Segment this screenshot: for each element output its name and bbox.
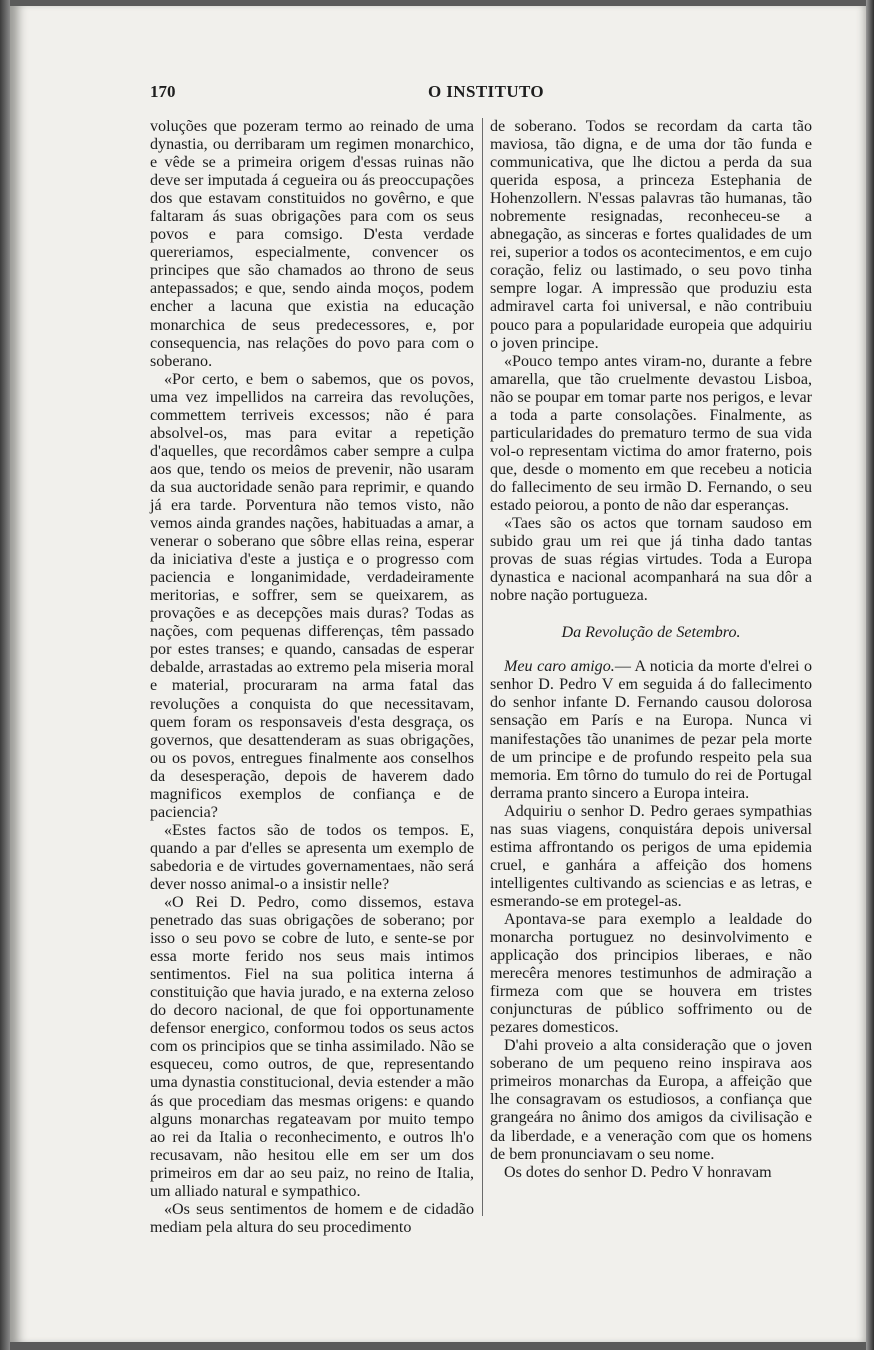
page-number: 170 [150,82,176,101]
section-heading: Da Revolução de Setembro. [561,624,741,642]
right-column [490,118,812,1182]
running-title: O INSTITUTO [428,82,545,101]
paragraph: Os dotes do senhor D. Pedro V honravam [504,1163,772,1181]
paragraph: voluções que pozeram termo ao reinado de uma dynastia, ou derribaram um regimen monarchico, e vêde se a primeira origem d'essas ruinas não deve ser imputada á cegueira ou ás preoccupações dos que estavam constituidos no govêrno, e que faltaram ás suas obrigações para com os seus povos e para comsigo. D'esta verdade quereriamos, especialmente, convencer os principes que são chamados ao throno de seus antepassados; e que, sendo ainda moços, podem encher a lacuna que existia na educação monarchica de seus predecessores, e, por consequencia, nas relações do povo para com o soberano. [150,118,474,370]
paragraph: «O Rei D. Pedro, como dissemos, estava penetrado das suas obrigações de soberano; por isso o seu povo se cobre de luto, e sente-se por essa morte ferido nos seus mais intimos sentimentos. Fiel na sua politica interna á constituição que havia jurado, e na externa zeloso do decoro nacional, de que foi opportunamente defensor energico, conformou todos os seus actos com os principios que se tinha assimilado. Não se esqueceu, como outros, de que, representando uma dynastia constitucional, devia estender a mão ás que procediam das mesmas origens: e quando alguns monarchas regateavam por muito tempo ao rei da Italia o reconhecimento, e outros lh'o recusavam, não hesitou elle em ser um dos primeiros em dar ao seu paiz, no reino de Italia, um alliado natural e sympathico. [150,894,474,1200]
book-spine-shadow [0,0,10,1350]
paragraph: Apontava-se para exemplo a lealdade do monarcha portuguez no desinvolvimento e applicação dos principios liberaes, e não merecêra menores testimunhos de admiração a firmeza com que se houvera em tristes conjuncturas de público soffrimento ou de pezares domesticos. [490,910,812,1037]
paragraph-text: — A noticia da morte d'elrei o senhor D. Pedro V em seguida á do fallecimento do senhor infante D. Fernando causou dolorosa sensação em París e na Europa. Nunca vi manifestações tão unanimes de pezar pela morte de um principe e de profundo respeito pela sua memoria. Em tôrno do tumulo do rei de Portugal derrama pranto sincero a Europa inteira. [490,658,812,802]
paragraph [490,658,812,802]
paragraph: «Por certo, e bem o sabemos, que os povos, uma vez impellidos na carreira das revoluções, commettem terriveis excessos; não é para absolvel-os, mas para evitar a repetição d'aquelles, que recordâmos caber sempre a culpa aos que, tendo os meios de prevenir, não usaram da sua auctoridade senão para reprimir, e quando já era tarde. Porventura não temos visto, não vemos ainda grandes nações, habituadas a amar, a venerar o soberano que sôbre ellas reina, esperar da iniciativa d'este a justiça e o progresso com paciencia e longanimidade, verdadeiramente meritorias, e soffrer, sem se queixarem, as provações e as decepções mais duras? Todas as nações, com pequenas differenças, têm passado por estes transes; e quando, cansadas de esperar debalde, arrastadas ao extremo pela miseria moral e material, procuraram na arma fatal das revoluções a conquista do que necessitavam, quem foram os responsaveis d'esta desgraça, os governos, que desattenderam as suas obrigações, ou os povos, entregues finalmente aos conselhos da desesperação, depois de haverem dado magnificos exemplos de confiança e de paciencia? [150,370,474,821]
paragraph: «Taes são os actos que tornam saudoso em subido grau um rei que já tinha dado tantas provas de suas régias virtudes. Toda a Europa dynastica e nacional acompanhará na sua dôr a nobre nação portugueza. [490,515,812,605]
paragraph: Adquiriu o senhor D. Pedro geraes sympathias nas suas viagens, conquistára depois universal estima affrontando os perigos de uma epidemia cruel, e ganhára a affeição dos homens intelligentes cultivando as sciencias e as letras, e esmerando-se em protegel-as. [490,802,812,910]
paragraph: «Os seus sentimentos de homem e de cidadão mediam pela altura do seu procedimento [150,1200,474,1236]
left-column [150,118,474,1237]
paragraph: de soberano. Todos se recordam da carta tão maviosa, tão digna, e de uma dor tão funda e communicativa, que lhe dictou a perda da sua querida esposa, a princeza Estephania de Hohenzollern. N'essas palavras tão humanas, tão nobremente resignadas, reconheceu-se a abnegação, as sinceras e fortes qualidades de um rei, superior a todos os acontecimentos, e em cujo coração, feliz ou lastimado, o seu povo tinha sempre logar. A impressão que produziu esta admiravel carta foi universal, e não contribuiu pouco para a popularidade europeia que adquiriu o joven principe. [490,118,812,352]
page-edge-shadow [866,0,874,1350]
salutation: Meu caro amigo. [504,658,615,676]
column-divider [482,118,483,1216]
paragraph: «Pouco tempo antes viram-no, durante a febre amarella, que tão cruelmente devastou Lisboa, não se poupar em tomar parte nos perigos, e levar a toda a parte consolações. Finalmente, as particularidades do prematuro termo de sua vida vol-o representam victima do amor fraterno, pois que, desde o momento em que recebeu a noticia do fallecimento de seu irmão D. Fernando, o seu estado peiorou, a ponto de não dar esperanças. [490,352,812,514]
paragraph: D'ahi proveio a alta consideração que o joven soberano de um pequeno reino inspirava aos primeiros monarchas da Europa, a affeição que lhe consagravam os estudiosos, a confiança que grangeára no ânimo dos amigos da civilisação e da liberdade, e a veneração com que os homens de bem pronunciavam o seu nome. [490,1037,812,1163]
paragraph: «Estes factos são de todos os tempos. E, quando a par d'elles se apresenta um exemplo de sabedoria e de virtudes governamentaes, não será dever nosso animal-o a insistir nelle? [150,821,474,893]
page-header [150,82,810,104]
